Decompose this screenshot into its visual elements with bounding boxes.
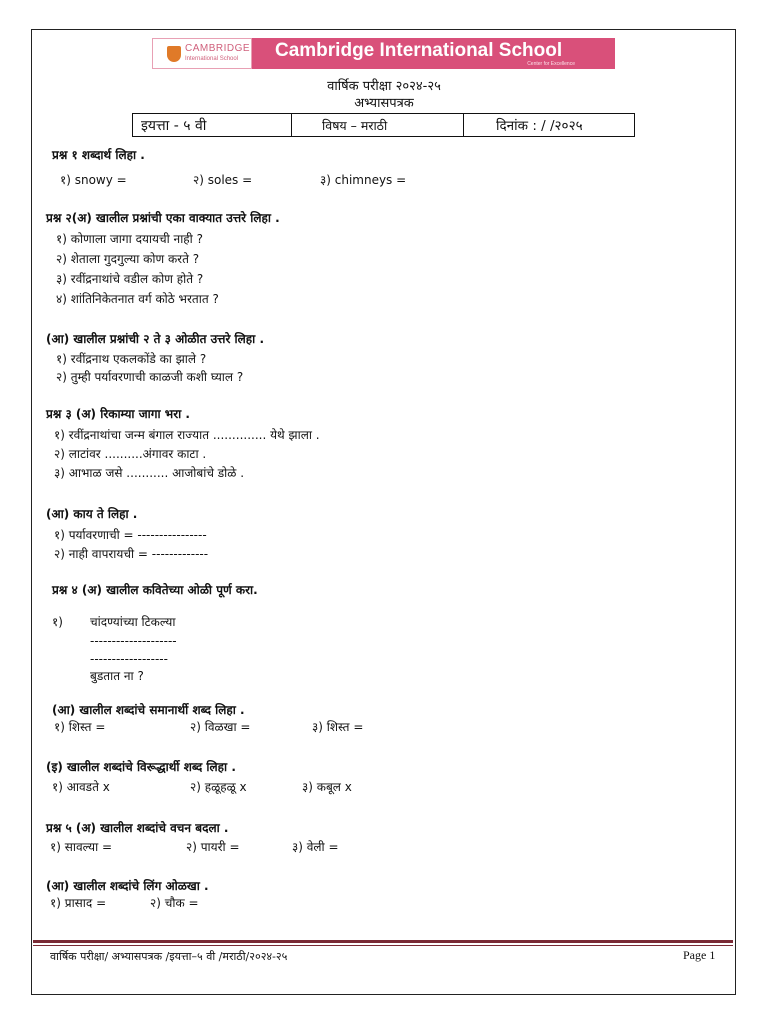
footer-rule [33,940,733,943]
q2a-heading: प्रश्न २(अ) खालील प्रश्नांची एका वाक्यात उत्तरे लिहा . [46,211,280,225]
poem-line: बुडतात ना ? [90,669,144,683]
q4c-item: २) हळूहळू x [190,780,247,794]
q2a-item: १) कोणाला जागा दयायची नाही ? [56,232,203,246]
exam-title: वार्षिक परीक्षा २०२४-२५ [327,79,441,94]
q2b-item: २) तुम्ही पर्यावरणाची काळजी कशी घ्याल ? [56,370,244,384]
q4b-heading: (आ) खालील शब्दांचे समानार्थी शब्द लिहा . [52,703,245,717]
q4c-item: ३) कबूल x [302,780,352,794]
q3a-item: २) लाटांवर ..........अंगावर काटा . [54,447,207,461]
q2a-item: २) शेताला गुदगुल्या कोण करते ? [56,252,200,266]
q2a-item: ३) रवींद्रनाथांचे वडील कोण होते ? [56,272,204,286]
logo-name: CAMBRIDGE [185,42,251,54]
q1-item: १) snowy = [60,173,127,187]
q3a-heading: प्रश्न ३ (अ) रिकाम्या जागा भरा . [46,407,190,421]
q3b-item: २) नाही वापरायची = ------------- [54,547,209,561]
q5a-item: १) सावल्या = [50,840,113,854]
q5b-item: १) प्रासाद = [50,896,107,910]
q5b-heading: (आ) खालील शब्दांचे लिंग ओळखा . [46,879,209,893]
q1-heading: प्रश्न १ शब्दार्थ लिहा . [52,148,145,162]
q3a-item: १) रवींद्रनाथांचा जन्म बंगाल राज्यात .............. येथे झाला . [54,428,320,442]
poem-line: चांदण्यांच्या टिकल्या [90,615,176,629]
q5a-item: ३) वेली = [292,840,339,854]
q1-item: ३) chimneys = [320,173,407,187]
q3b-heading: (आ) काय ते लिहा . [46,507,138,521]
q5a-item: २) पायरी = [186,840,240,854]
q5a-heading: प्रश्न ५ (अ) खालील शब्दांचे वचन बदला . [46,821,229,835]
q4a-number: १) [52,615,63,629]
q4c-item: १) आवडते x [52,780,110,794]
q3b-item: १) पर्यावरणाची = ---------------- [54,528,207,542]
shield-icon [167,46,181,62]
q4b-item: ३) शिस्त = [312,720,364,734]
logo-subtitle: International School [185,55,239,62]
q2a-item: ४) शांतिनिकेतनात वर्ग कोठे भरतात ? [56,292,219,306]
document-title: अभ्यासपत्रक [354,96,414,111]
q4a-heading: प्रश्न ४ (अ) खालील कवितेच्या ओळी पूर्ण करा. [52,583,258,597]
school-banner [152,38,615,69]
footer-rule-thin [33,945,733,946]
poem-line: ------------------ [90,652,168,666]
info-table [132,113,635,137]
school-name: Cambridge International School [275,40,563,61]
q1-item: २) soles = [193,173,253,187]
date-cell: दिनांक : / /२०२५ [496,118,583,134]
school-tagline: Center for Excellence [527,61,575,67]
q2b-heading: (आ) खालील प्रश्नांची २ ते ३ ओळीत उत्तरे लिहा . [46,332,265,346]
subject-cell: विषय – मराठी [292,114,464,136]
q4b-item: २) विळखा = [190,720,251,734]
school-logo [152,38,252,69]
footer-text: वार्षिक परीक्षा/ अभ्यासपत्रक /इयत्ता–५ वी /मराठी/२०२४-२५ [50,950,288,963]
q5b-item: २) चौक = [150,896,199,910]
banner-band [252,38,615,69]
q4c-heading: (इ) खालील शब्दांचे विरूद्धार्थी शब्द लिहा . [46,760,236,774]
page-number: Page 1 [683,948,716,962]
q3a-item: ३) आभाळ जसे ........... आजोबांचे डोळे . [54,466,245,480]
class-cell: इयत्ता - ५ वी [133,114,292,136]
poem-line: -------------------- [90,634,177,648]
q4b-item: १) शिस्त = [54,720,106,734]
q2b-item: १) रवींद्रनाथ एकलकोंडे का झाले ? [56,352,207,366]
